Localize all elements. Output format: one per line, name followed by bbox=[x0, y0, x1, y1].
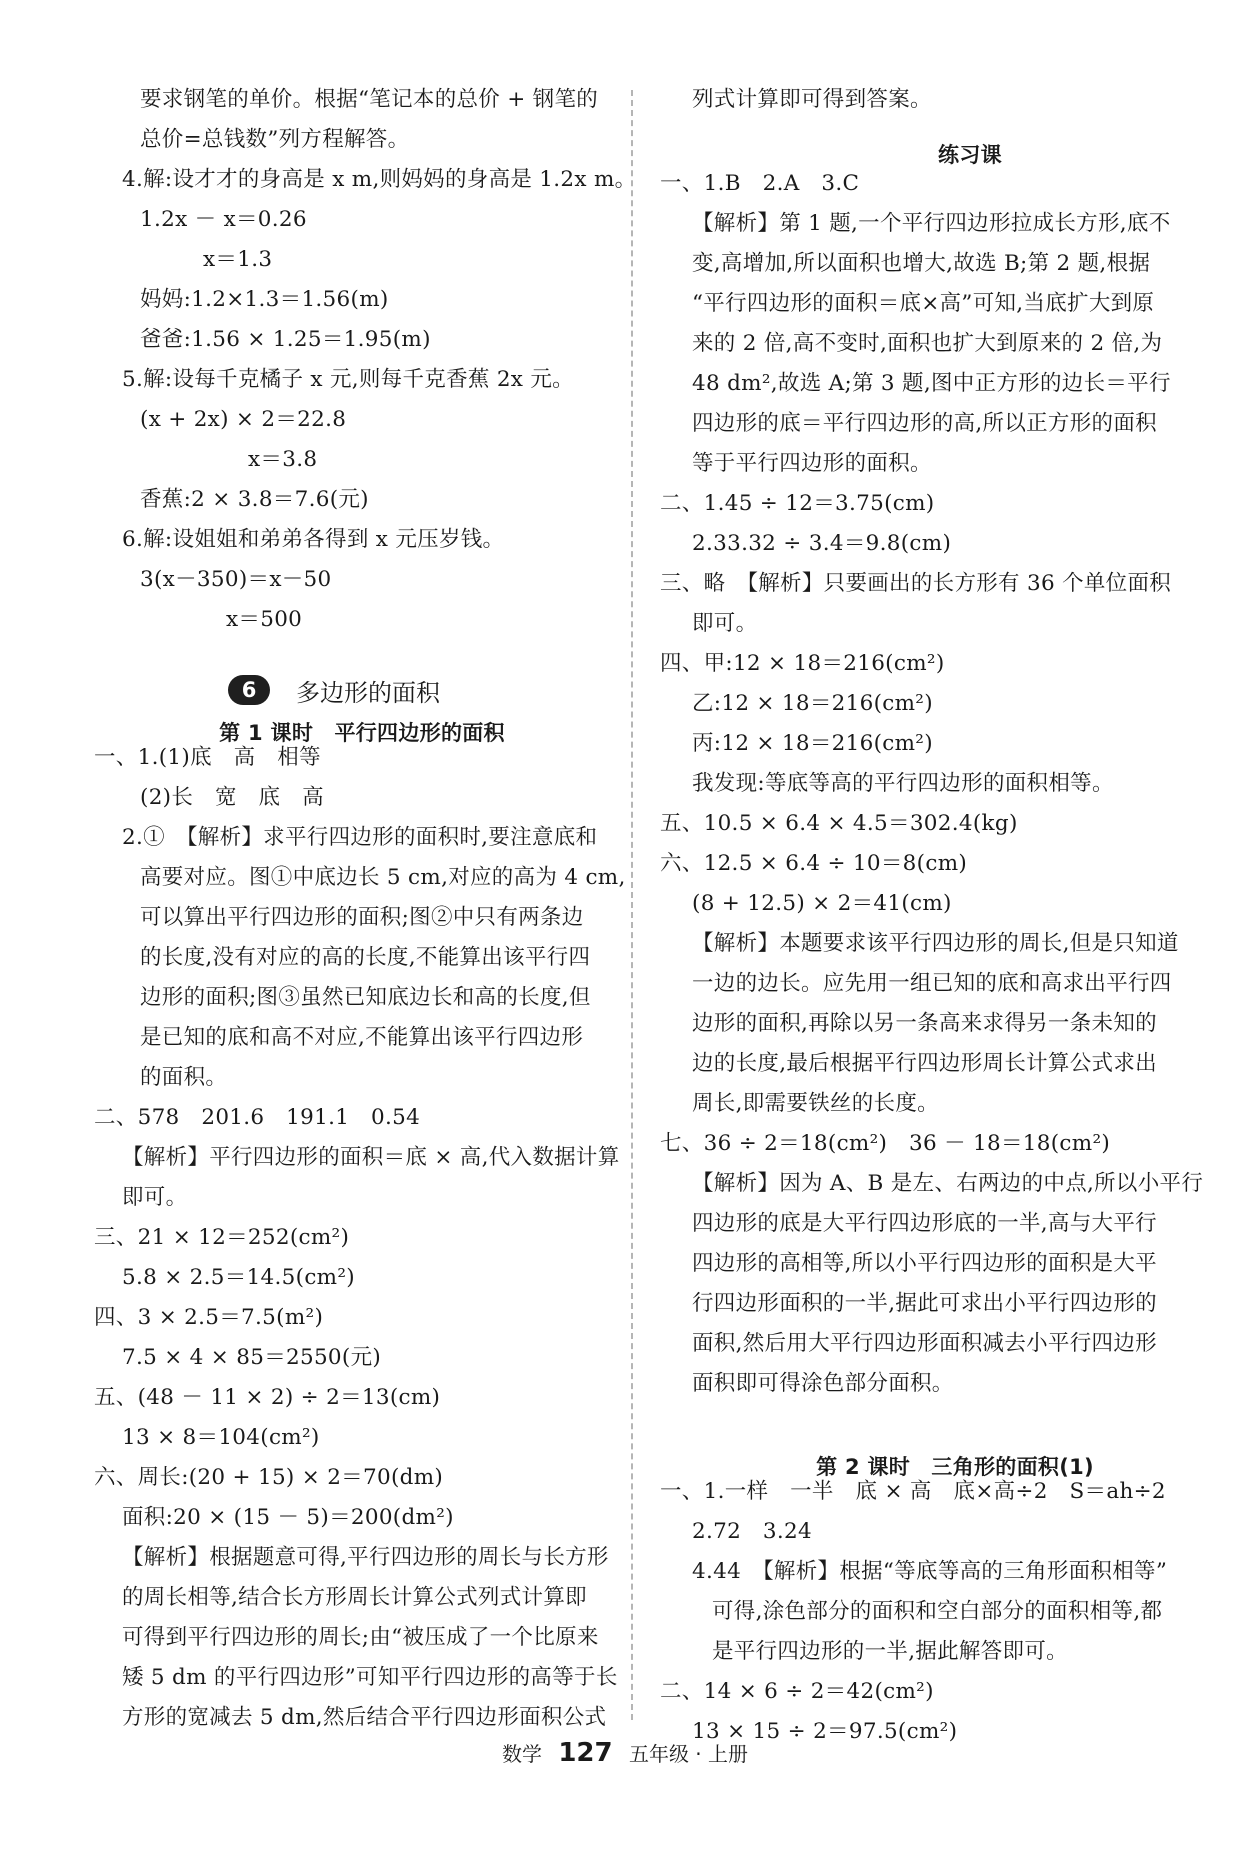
right-line: 【解析】第 1 题,一个平行四边形拉成长方形,底不 bbox=[692, 211, 1171, 236]
left-line: 爸爸:1.56 × 1.25＝1.95(m) bbox=[140, 327, 431, 352]
right-line: 是平行四边形的一半,据此解答即可。 bbox=[712, 1639, 1068, 1664]
right-line: 面积,然后用大平行四边形面积减去小平行四边形 bbox=[692, 1331, 1157, 1356]
left-line: 总价=总钱数”列方程解答。 bbox=[140, 127, 410, 152]
right-line: 我发现:等底等高的平行四边形的面积相等。 bbox=[692, 771, 1114, 796]
left-line: 高要对应。图①中底边长 5 cm,对应的高为 4 cm, bbox=[140, 865, 626, 890]
right-line: 【解析】本题要求该平行四边形的周长,但是只知道 bbox=[692, 931, 1179, 956]
lesson-1-heading: 第 1 课时 平行四边形的面积 bbox=[219, 721, 505, 745]
left-line: 方形的宽减去 5 dm,然后结合平行四边形面积公式 bbox=[122, 1705, 607, 1730]
left-line: 要求钢笔的单价。根据“笔记本的总价 + 钢笔的 bbox=[140, 87, 599, 112]
right-line: 可得,涂色部分的面积和空白部分的面积相等,都 bbox=[712, 1599, 1163, 1624]
right-line: 一、1.B 2.A 3.C bbox=[660, 171, 860, 196]
left-line: 面积:20 × (15 － 5)＝200(dm²) bbox=[122, 1505, 454, 1530]
left-line: 妈妈:1.2×1.3＝1.56(m) bbox=[140, 287, 389, 312]
left-line: 三、21 × 12＝252(cm²) bbox=[94, 1225, 350, 1250]
left-line: 矮 5 dm 的平行四边形”可知平行四边形的高等于长 bbox=[122, 1665, 618, 1690]
footer-subject: 数学 bbox=[501, 1742, 542, 1766]
right-line: 七、36 ÷ 2＝18(cm²) 36 － 18＝18(cm²) bbox=[660, 1131, 1111, 1156]
right-line: 乙:12 × 18＝216(cm²) bbox=[692, 691, 933, 716]
left-line: 香蕉:2 × 3.8＝7.6(元) bbox=[140, 487, 369, 512]
practice-heading: 练习课 bbox=[938, 143, 1002, 167]
right-line: (8 + 12.5) × 2＝41(cm) bbox=[692, 891, 952, 916]
right-line: “平行四边形的面积＝底×高”可知,当底扩大到原 bbox=[692, 291, 1155, 316]
right-line: 四边形的底是大平行四边形底的一半,高与大平行 bbox=[692, 1211, 1157, 1236]
right-line: 三、略 【解析】只要画出的长方形有 36 个单位面积 bbox=[660, 571, 1172, 596]
right-line: 一、1.一样 一半 底 × 高 底×高÷2 S＝ah÷2 bbox=[660, 1479, 1166, 1504]
right-line: 面积即可得涂色部分面积。 bbox=[692, 1371, 954, 1396]
right-line: 行四边形面积的一半,据此可求出小平行四边形的 bbox=[692, 1291, 1157, 1316]
right-line: 2.33.32 ÷ 3.4＝9.8(cm) bbox=[692, 531, 952, 556]
left-line: 5.解:设每千克橘子 x 元,则每千克香蕉 2x 元。 bbox=[122, 367, 574, 392]
left-line: 可以算出平行四边形的面积;图②中只有两条边 bbox=[140, 905, 584, 930]
right-line: 13 × 15 ÷ 2＝97.5(cm²) bbox=[692, 1719, 958, 1744]
right-line: 边形的面积,再除以另一条高来求得另一条未知的 bbox=[692, 1011, 1157, 1036]
page-number: 127 bbox=[558, 1738, 613, 1768]
right-line: 4.44 【解析】根据“等底等高的三角形面积相等” bbox=[692, 1559, 1168, 1584]
right-line: 边的长度,最后根据平行四边形周长计算公式求出 bbox=[692, 1051, 1157, 1076]
right-line: 48 dm²,故选 A;第 3 题,图中正方形的边长＝平行 bbox=[692, 371, 1171, 396]
right-line: 【解析】因为 A、B 是左、右两边的中点,所以小平行 bbox=[692, 1171, 1204, 1196]
right-line: 丙:12 × 18＝216(cm²) bbox=[692, 731, 933, 756]
left-line: 可得到平行四边形的周长;由“被压成了一个比原来 bbox=[122, 1625, 599, 1650]
left-line: 3(x－350)＝x－50 bbox=[140, 567, 332, 592]
right-line: 六、12.5 × 6.4 ÷ 10＝8(cm) bbox=[660, 851, 968, 876]
left-line: 的面积。 bbox=[140, 1065, 228, 1090]
unit-heading bbox=[228, 670, 440, 710]
left-line: 六、周长:(20 + 15) × 2＝70(dm) bbox=[94, 1465, 444, 1490]
lesson-2-heading: 第 2 课时 三角形的面积(1) bbox=[816, 1455, 1094, 1479]
left-line: 一、1.(1)底 高 相等 bbox=[94, 745, 321, 770]
right-line: 即可。 bbox=[692, 611, 758, 636]
right-line: 周长,即需要铁丝的长度。 bbox=[692, 1091, 939, 1116]
right-line: 四边形的高相等,所以小平行四边形的面积是大平 bbox=[692, 1251, 1157, 1276]
left-line: x＝1.3 bbox=[203, 247, 273, 272]
left-line: 2.① 【解析】求平行四边形的面积时,要注意底和 bbox=[122, 825, 598, 850]
left-line: 二、578 201.6 191.1 0.54 bbox=[94, 1105, 421, 1130]
right-line: 二、1.45 ÷ 12＝3.75(cm) bbox=[660, 491, 935, 516]
right-line: 四边形的底＝平行四边形的高,所以正方形的面积 bbox=[692, 411, 1157, 436]
unit-name: 多边形的面积 bbox=[296, 678, 440, 707]
left-line: 5.8 × 2.5＝14.5(cm²) bbox=[122, 1265, 355, 1290]
left-line: 7.5 × 4 × 85＝2550(元) bbox=[122, 1345, 382, 1370]
left-line: 1.2x － x＝0.26 bbox=[140, 207, 307, 232]
left-line: 4.解:设才才的身高是 x m,则妈妈的身高是 1.2x m。 bbox=[122, 167, 637, 192]
left-line: 即可。 bbox=[122, 1185, 188, 1210]
right-line: 2.72 3.24 bbox=[692, 1519, 812, 1544]
column-divider bbox=[631, 90, 633, 1720]
right-line: 变,高增加,所以面积也增大,故选 B;第 2 题,根据 bbox=[692, 251, 1151, 276]
right-line: 来的 2 倍,高不变时,面积也扩大到原来的 2 倍,为 bbox=[692, 331, 1163, 356]
left-line: 边形的面积;图③虽然已知底边长和高的长度,但 bbox=[140, 985, 591, 1010]
right-line: 等于平行四边形的面积。 bbox=[692, 451, 932, 476]
right-line: 四、甲:12 × 18＝216(cm²) bbox=[660, 651, 945, 676]
left-line: (2)长 宽 底 高 bbox=[140, 785, 324, 810]
right-line: 五、10.5 × 6.4 × 4.5＝302.4(kg) bbox=[660, 811, 1018, 836]
left-line: x＝3.8 bbox=[248, 447, 318, 472]
left-line: 【解析】根据题意可得,平行四边形的周长与长方形 bbox=[122, 1545, 609, 1570]
right-line: 一边的边长。应先用一组已知的底和高求出平行四 bbox=[692, 971, 1172, 996]
left-line: 是已知的底和高不对应,不能算出该平行四边形 bbox=[140, 1025, 584, 1050]
left-line: (x + 2x) × 2＝22.8 bbox=[140, 407, 347, 432]
footer-grade: 五年级 · 上册 bbox=[628, 1742, 749, 1766]
left-line: 13 × 8＝104(cm²) bbox=[122, 1425, 320, 1450]
left-line: 的周长相等,结合长方形周长计算公式列式计算即 bbox=[122, 1585, 587, 1610]
page-footer bbox=[0, 1738, 1250, 1768]
left-line: 五、(48 － 11 × 2) ÷ 2＝13(cm) bbox=[94, 1385, 441, 1410]
right-line: 列式计算即可得到答案。 bbox=[692, 87, 932, 112]
left-line: x＝500 bbox=[226, 607, 303, 632]
right-line: 二、14 × 6 ÷ 2＝42(cm²) bbox=[660, 1679, 934, 1704]
left-line: 的长度,没有对应的高的长度,不能算出该平行四 bbox=[140, 945, 591, 970]
left-line: 【解析】平行四边形的面积＝底 × 高,代入数据计算 bbox=[122, 1145, 620, 1170]
left-line: 6.解:设姐姐和弟弟各得到 x 元压岁钱。 bbox=[122, 527, 505, 552]
unit-number-badge: 6 bbox=[228, 675, 270, 705]
left-line: 四、3 × 2.5＝7.5(m²) bbox=[94, 1305, 324, 1330]
